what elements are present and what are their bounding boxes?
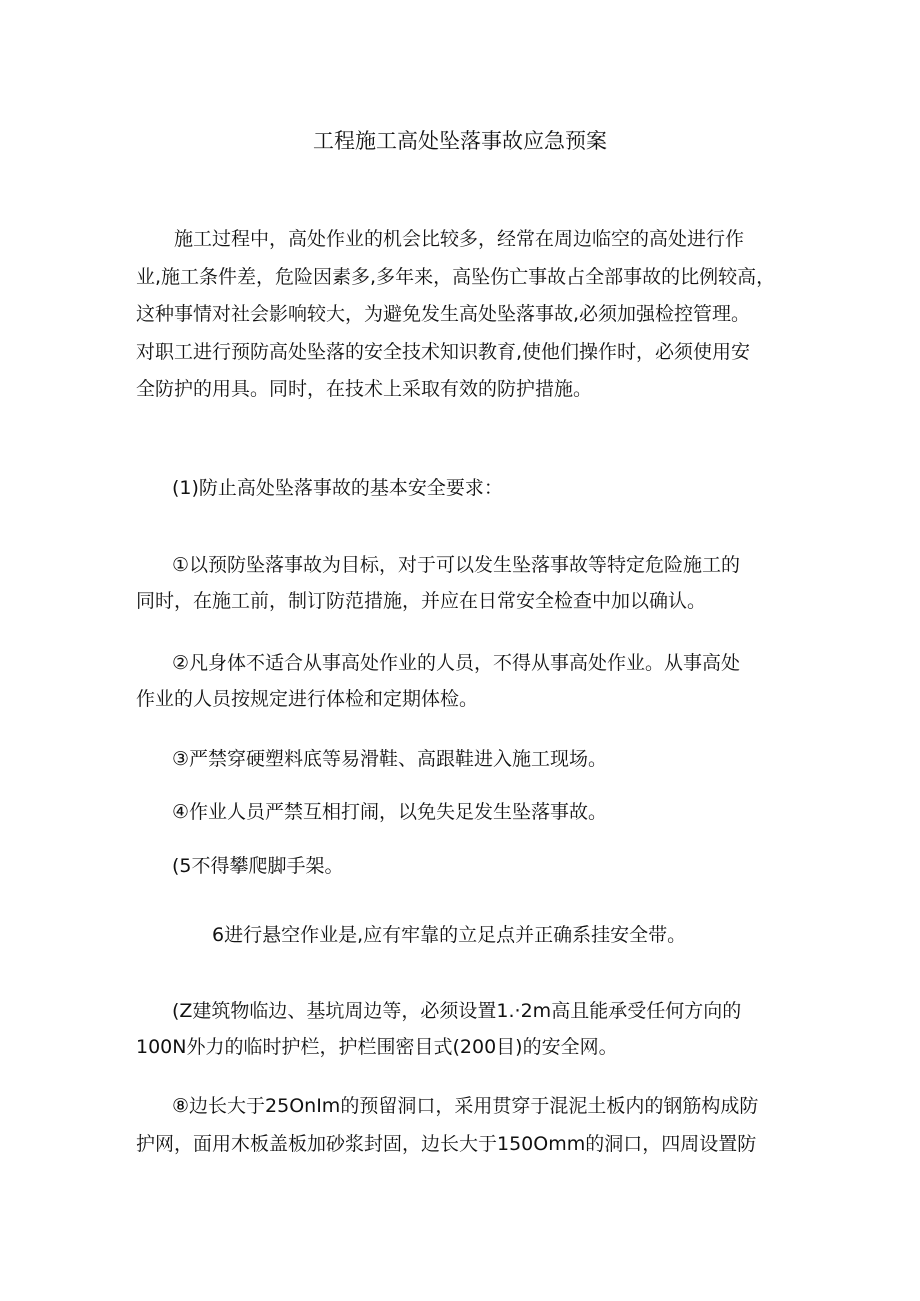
section-heading	[136, 470, 786, 506]
requirement-line: ③严禁穿硬塑料底等易滑鞋、高跟鞋进入施工现场。	[172, 748, 608, 770]
requirement-item-6	[136, 917, 786, 953]
section-heading-text: (1)防止高处坠落事故的基本安全要求：	[172, 477, 503, 499]
requirement-line: ⑧边长大于25OnIm的预留洞口，采用贯穿于混泥土板内的钢筋构成防	[172, 1095, 759, 1117]
requirement-item-7	[136, 993, 786, 1065]
requirement-item-2	[136, 645, 786, 717]
intro-line: 施工过程中，高处作业的机会比较多，经常在周边临空的高处进行作	[174, 228, 745, 250]
requirement-line: 100N外力的临时护栏，护栏围密目式(200目)的安全网。	[136, 1036, 618, 1058]
requirement-item-1	[136, 547, 786, 619]
document-title: 工程施工高处坠落事故应急预案	[313, 129, 607, 153]
intro-line: 业,施工条件差，危险因素多,多年来，高坠伤亡事故占全部事故的比例较高，	[136, 265, 776, 288]
intro-line: 这种事情对社会影响较大，为避免发生高处坠落事故,必须加强检控管理。	[136, 303, 751, 325]
intro-paragraph	[136, 221, 786, 409]
intro-line: 对职工进行预防高处坠落的安全技术知识教育,使他们操作时，必须使用安	[136, 340, 751, 363]
requirement-line: ④作业人员严禁互相打闹，以免失足发生坠落事故。	[172, 801, 608, 823]
requirement-item-8	[136, 1087, 786, 1163]
requirement-item-3	[136, 741, 786, 777]
requirement-line: (5不得攀爬脚手架。	[172, 855, 344, 877]
requirement-line: 同时，在施工前，制订防范措施，并应在日常安全检查中加以确认。	[136, 590, 707, 612]
requirement-line: 作业的人员按规定进行体检和定期体检。	[136, 688, 479, 710]
requirement-line: ①以预防坠落事故为目标，对于可以发生坠落事故等特定危险施工的	[172, 554, 741, 576]
requirement-line: 护网，面用木板盖板加砂浆封固，边长大于150Omm的洞口，四周设置防	[136, 1133, 757, 1155]
requirement-line: (Z建筑物临边、基坑周边等，必须设置1.·2m高且能承受任何方向的	[172, 1000, 742, 1022]
requirement-line: 6进行悬空作业是,应有牢靠的立足点并正确系挂安全带。	[212, 924, 687, 946]
requirement-item-4	[136, 794, 786, 830]
intro-line: 全防护的用具。同时，在技术上采取有效的防护措施。	[136, 378, 593, 400]
requirement-item-5	[136, 848, 786, 884]
requirement-line: ②凡身体不适合从事高处作业的人员，不得从事高处作业。从事高处	[172, 652, 741, 674]
